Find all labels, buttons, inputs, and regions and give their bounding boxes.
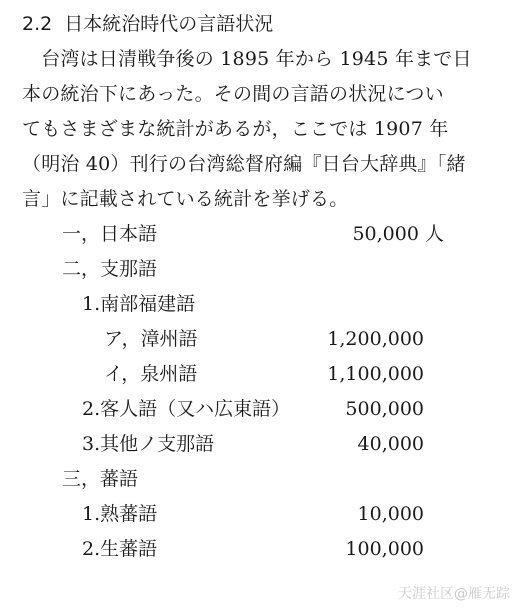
paragraph-line: てもさまざまな統計があるが，ここでは 1907 年	[22, 118, 449, 140]
stat-label-aboriginal: 三，蕃語	[62, 468, 139, 490]
section-number: 2.2	[22, 13, 53, 35]
watermark: 天涯社区@雁无踪	[398, 586, 510, 602]
section-heading	[22, 9, 273, 39]
stat-label-quanzhou: イ，泉州語	[104, 363, 198, 385]
stat-label-japanese: 一，日本語	[62, 223, 158, 245]
section-title: 日本統治時代の言語状況	[64, 13, 274, 35]
stat-label-mountain-aboriginal: 2.生蕃語	[82, 538, 158, 560]
stat-value-japanese: 50,000 人	[352, 223, 444, 245]
stat-label-zhangzhou: ア，漳州語	[104, 328, 198, 350]
paragraph-line: 台湾は日清戦争後の 1895 年から 1945 年まで日	[22, 48, 472, 70]
stat-label-chinese: 二，支那語	[62, 258, 158, 280]
paragraph-line: 言」に記載されている統計を挙げる。	[22, 188, 349, 210]
stat-label-plains-aboriginal: 1.熟蕃語	[82, 503, 158, 525]
paragraph-line: 本の統治下にあった。その間の言語の状況につい	[22, 83, 444, 105]
stat-value-quanzhou: 1,100,000	[327, 363, 424, 385]
stat-label-other-chinese: 3.其他ノ支那語	[82, 433, 215, 455]
stat-value-other-chinese: 40,000	[357, 433, 424, 455]
stat-value-mountain-aboriginal: 100,000	[345, 538, 424, 560]
paragraph-line: （明治 40）刊行の台湾総督府編『日台大辞典』「緒	[22, 153, 466, 175]
stat-value-zhangzhou: 1,200,000	[327, 328, 424, 350]
stat-label-hakka: 2.客人語（又ハ広東語）	[82, 398, 291, 420]
stat-value-hakka: 500,000	[345, 398, 424, 420]
stat-label-southern-fujian: 1.南部福建語	[82, 293, 196, 315]
stat-value-plains-aboriginal: 10,000	[357, 503, 424, 525]
